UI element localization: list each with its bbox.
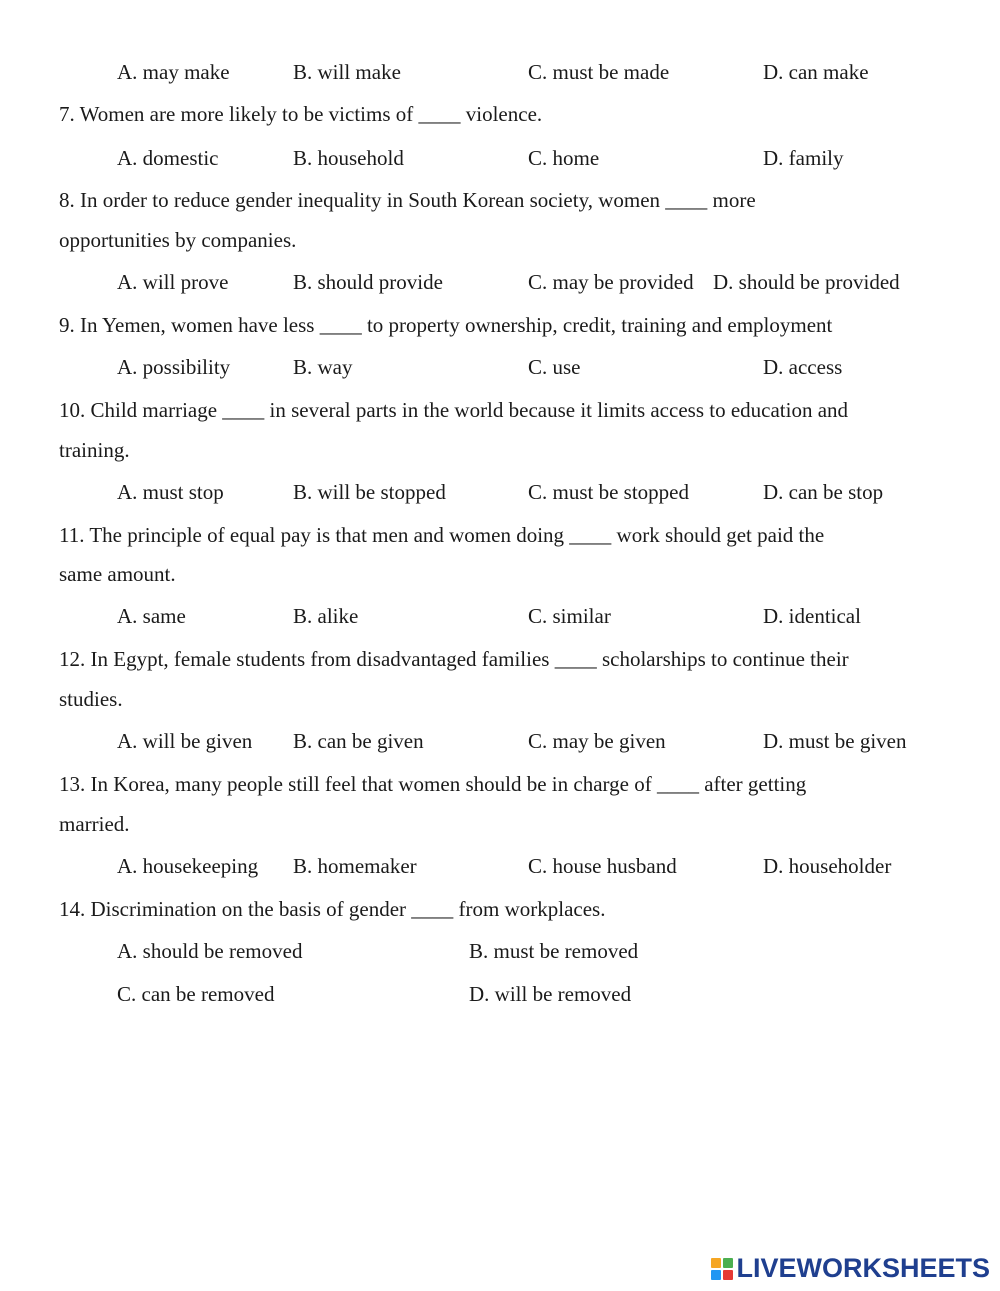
q12-option-a[interactable]: A. will be given [117,729,253,753]
q10-text-line1: 10. Child marriage ____ in several parts in the world because it limits access to education and [59,398,849,422]
q11-option-a[interactable]: A. same [117,604,186,628]
q8-text-line2: opportunities by companies. [59,228,297,252]
q11-option-b[interactable]: B. alike [293,604,359,628]
liveworksheets-mark-icon [711,1256,733,1282]
q9-text: 9. In Yemen, women have less ____ to property ownership, credit, training and employment [59,313,833,337]
q9-option-c[interactable]: C. use [528,355,581,379]
q8-option-a[interactable]: A. will prove [117,270,229,294]
q14-text: 14. Discrimination on the basis of gender ____ from workplaces. [59,897,606,921]
q8-option-c[interactable]: C. may be provided [528,270,694,294]
q7-option-c[interactable]: C. home [528,146,600,170]
q13-option-b[interactable]: B. homemaker [293,854,417,878]
q6-option-a[interactable]: A. may make [117,60,230,84]
q9-option-a[interactable]: A. possibility [117,355,231,379]
q8-option-d[interactable]: D. should be provided [713,270,900,294]
q14-option-a[interactable]: A. should be removed [117,939,303,963]
q10-option-c[interactable]: C. must be stopped [528,480,689,504]
q11-text-line2: same amount. [59,562,176,586]
mark-square-3 [711,1270,721,1280]
q11-option-d[interactable]: D. identical [763,604,861,628]
q12-option-c[interactable]: C. may be given [528,729,666,753]
q8-text-line1: 8. In order to reduce gender inequality in South Korean society, women ____ more [59,188,756,212]
logo-text: LIVEWORKSHEETS [736,1253,990,1283]
q6-option-c[interactable]: C. must be made [528,60,670,84]
q12-text-line2: studies. [59,687,123,711]
q11-option-c[interactable]: C. similar [528,604,611,628]
q13-option-c[interactable]: C. house husband [528,854,677,878]
q11-text-line1: 11. The principle of equal pay is that men and women doing ____ work should get paid the [59,523,825,547]
q14-option-d[interactable]: D. will be removed [469,982,632,1006]
mark-square-2 [723,1258,733,1268]
q7-text: 7. Women are more likely to be victims of ____ violence. [59,102,543,126]
q13-text-line2: married. [59,812,130,836]
q9-option-d[interactable]: D. access [763,355,843,379]
liveworksheets-logo [711,1253,990,1284]
q13-option-d[interactable]: D. householder [763,854,892,878]
q7-option-a[interactable]: A. domestic [117,146,219,170]
q13-option-a[interactable]: A. housekeeping [117,854,259,878]
q10-option-d[interactable]: D. can be stop [763,480,884,504]
q6-option-b[interactable]: B. will make [293,60,401,84]
q10-text-line2: training. [59,438,130,462]
q10-option-a[interactable]: A. must stop [117,480,224,504]
mark-square-4 [723,1270,733,1280]
q14-option-b[interactable]: B. must be removed [469,939,639,963]
q8-option-b[interactable]: B. should provide [293,270,443,294]
q6-option-d[interactable]: D. can make [763,60,869,84]
q13-text-line1: 13. In Korea, many people still feel that women should be in charge of ____ after getting [59,772,807,796]
q7-option-d[interactable]: D. family [763,146,844,170]
q7-option-b[interactable]: B. household [293,146,404,170]
q12-option-d[interactable]: D. must be given [763,729,907,753]
mark-square-1 [711,1258,721,1268]
q14-option-c[interactable]: C. can be removed [117,982,275,1006]
q12-option-b[interactable]: B. can be given [293,729,424,753]
q9-option-b[interactable]: B. way [293,355,353,379]
q12-text-line1: 12. In Egypt, female students from disadvantaged families ____ scholarships to continue their [59,647,849,671]
q10-option-b[interactable]: B. will be stopped [293,480,446,504]
